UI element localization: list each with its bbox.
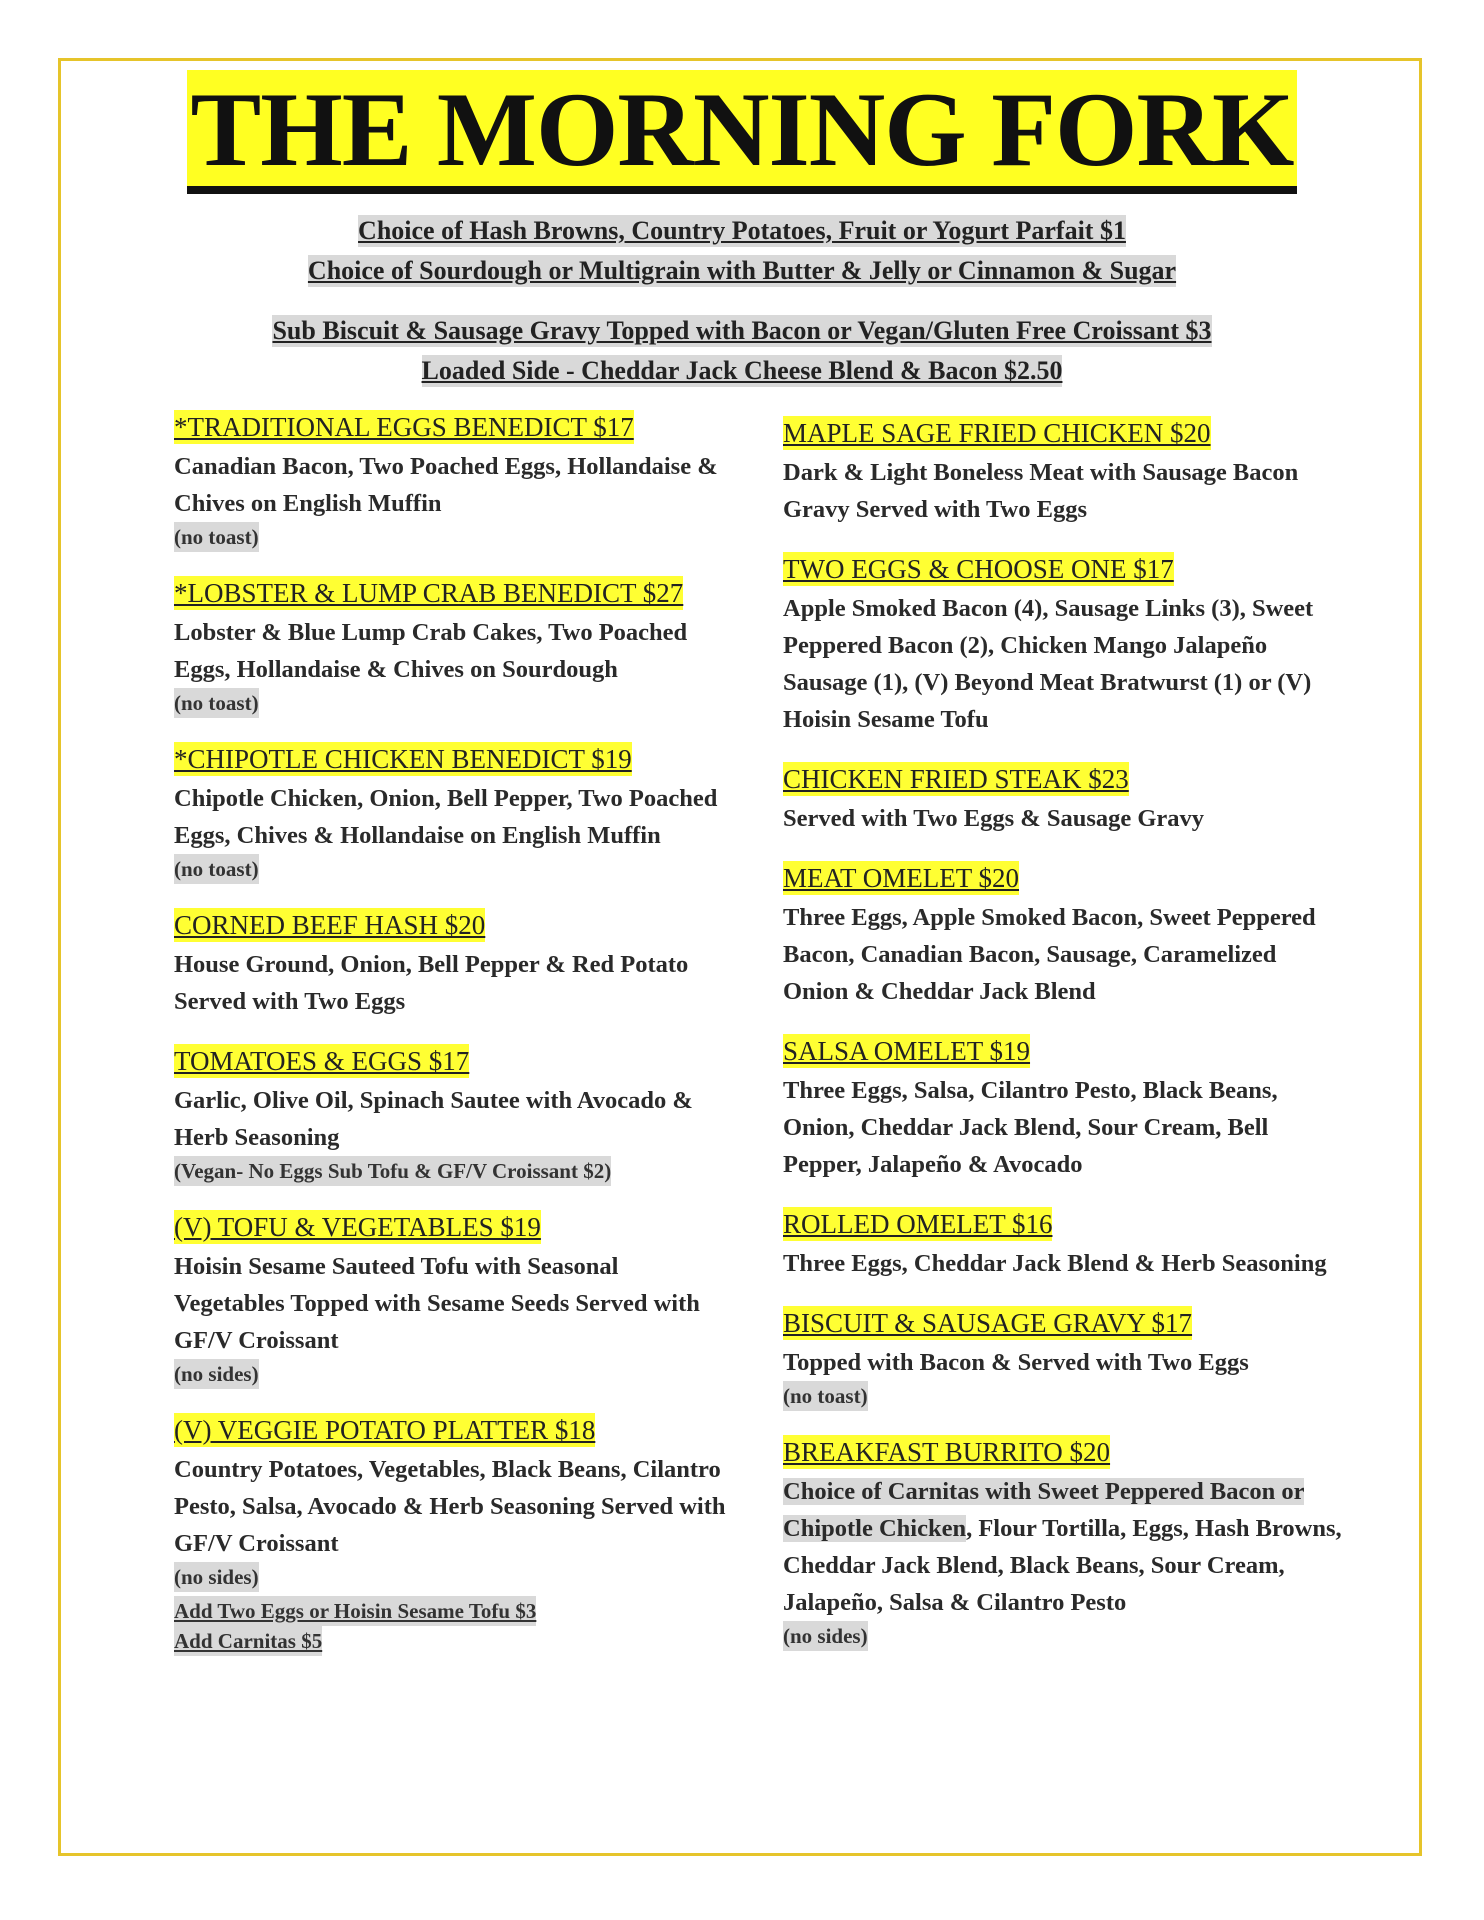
menu-item-description: Hoisin Sesame Sauteed Tofu with Seasonal Vegetables Topped with Sesame Seeds Served with GF/V Croissant [174, 1253, 700, 1354]
side-option-note: Choice of Hash Browns, Country Potatoes, Fruit or Yogurt Parfait $1 [358, 216, 1126, 245]
menu-item [174, 1044, 734, 1186]
menu-item [783, 861, 1343, 1010]
menu-item [783, 1306, 1343, 1411]
menu-item-description: Dark & Light Boneless Meat with Sausage Bacon Gravy Served with Two Eggs [783, 459, 1299, 523]
menu-item-note: (no toast) [783, 1381, 868, 1411]
menu-item [783, 1034, 1343, 1183]
menu-column-right [783, 416, 1343, 1675]
menu-item-description: Garlic, Olive Oil, Spinach Sautee with Avocado & Herb Seasoning [174, 1087, 693, 1151]
menu-item-title: (V) VEGGIE POTATO PLATTER $18 [174, 1415, 596, 1445]
menu-item-title: BREAKFAST BURRITO $20 [783, 1437, 1111, 1467]
menu-item [174, 1413, 734, 1656]
loaded-side-note: Loaded Side - Cheddar Jack Cheese Blend & Bacon $2.50 [421, 356, 1063, 385]
menu-item-title: SALSA OMELET $19 [783, 1036, 1031, 1066]
menu-item-description: Chipotle Chicken, Onion, Bell Pepper, Two Poached Eggs, Chives & Hollandaise on English Muffin [174, 785, 718, 849]
menu-item-note: (no toast) [174, 854, 259, 884]
upgrade-options [0, 311, 1484, 391]
substitute-note: Sub Biscuit & Sausage Gravy Topped with Bacon or Vegan/Gluten Free Croissant $3 [272, 316, 1212, 345]
menu-item-title: ROLLED OMELET $16 [783, 1209, 1053, 1239]
menu-item-title: TWO EGGS & CHOOSE ONE $17 [783, 554, 1174, 584]
menu-item-description: Three Eggs, Salsa, Cilantro Pesto, Black Beans, Onion, Cheddar Jack Blend, Sour Cream, Bell Pepper, Jalapeño & Avocado [783, 1077, 1278, 1178]
menu-item-description: Canadian Bacon, Two Poached Eggs, Hollandaise & Chives on English Muffin [174, 453, 718, 517]
menu-item-description: House Ground, Onion, Bell Pepper & Red Potato Served with Two Eggs [174, 951, 689, 1015]
menu-item-title: *CHIPOTLE CHICKEN BENEDICT $19 [174, 744, 632, 774]
menu-item [174, 742, 734, 884]
menu-item-title: CHICKEN FRIED STEAK $23 [783, 764, 1129, 794]
menu-item-title: MAPLE SAGE FRIED CHICKEN $20 [783, 418, 1211, 448]
menu-item-title: *LOBSTER & LUMP CRAB BENEDICT $27 [174, 578, 684, 608]
menu-item [783, 762, 1343, 837]
menu-item-note: (no sides) [174, 1562, 259, 1592]
menu-item [174, 1210, 734, 1389]
menu-item-note: (no sides) [174, 1359, 259, 1389]
menu-item-description: Lobster & Blue Lump Crab Cakes, Two Poached Eggs, Hollandaise & Chives on Sourdough [174, 619, 688, 683]
menu-item-description [783, 1473, 1343, 1621]
toast-option-note: Choice of Sourdough or Multigrain with Butter & Jelly or Cinnamon & Sugar [307, 256, 1177, 285]
menu-item-title: TOMATOES & EGGS $17 [174, 1046, 470, 1076]
menu-item [783, 416, 1343, 528]
restaurant-title: THE MORNING FORK [187, 70, 1298, 194]
menu-item-choice: Choice of Carnitas with Sweet Peppered Bacon or Chipotle Chicken [783, 1478, 1305, 1542]
menu-item-note: (no toast) [174, 522, 259, 552]
menu-item-title: BISCUIT & SAUSAGE GRAVY $17 [783, 1308, 1193, 1338]
menu-item [783, 552, 1343, 738]
menu-item [174, 410, 734, 552]
menu-column-left [174, 410, 734, 1680]
menu-item-title: (V) TOFU & VEGETABLES $19 [174, 1212, 541, 1242]
side-options [0, 211, 1484, 291]
menu-item-note: (no toast) [174, 688, 259, 718]
addon-eggs-tofu: Add Two Eggs or Hoisin Sesame Tofu $3 [174, 1596, 536, 1626]
addon-carnitas: Add Carnitas $5 [174, 1626, 322, 1656]
menu-item [783, 1435, 1343, 1651]
menu-item-description: Country Potatoes, Vegetables, Black Beans, Cilantro Pesto, Salsa, Avocado & Herb Seasoning Served with GF/V Croissant [174, 1456, 726, 1557]
menu-item-note: (no sides) [783, 1621, 868, 1651]
menu-item-description: Three Eggs, Apple Smoked Bacon, Sweet Peppered Bacon, Canadian Bacon, Sausage, Caramelized Onion & Cheddar Jack Blend [783, 904, 1316, 1005]
menu-item-description: Served with Two Eggs & Sausage Gravy [783, 805, 1205, 832]
menu-item [174, 908, 734, 1020]
menu-item-title: *TRADITIONAL EGGS BENEDICT $17 [174, 412, 634, 442]
menu-item [174, 576, 734, 718]
menu-item [783, 1207, 1343, 1282]
menu-item-title: MEAT OMELET $20 [783, 863, 1019, 893]
menu-item-title: CORNED BEEF HASH $20 [174, 910, 486, 940]
menu-item-description: Three Eggs, Cheddar Jack Blend & Herb Seasoning [783, 1250, 1327, 1277]
menu-item-note: (Vegan- No Eggs Sub Tofu & GF/V Croissant $2) [174, 1156, 611, 1186]
menu-item-description: Apple Smoked Bacon (4), Sausage Links (3), Sweet Peppered Bacon (2), Chicken Mango Jalapeño Sausage (1), (V) Beyond Meat Bratwurst (1) or (V) Hoisin Sesame Tofu [783, 595, 1314, 733]
menu-item-description-rest: , Flour Tortilla, Eggs, Hash Browns, Cheddar Jack Blend, Black Beans, Sour Cream, Jalapeño, Salsa & Cilantro Pesto [783, 1515, 1342, 1616]
menu-item-description: Topped with Bacon & Served with Two Eggs [783, 1349, 1249, 1376]
